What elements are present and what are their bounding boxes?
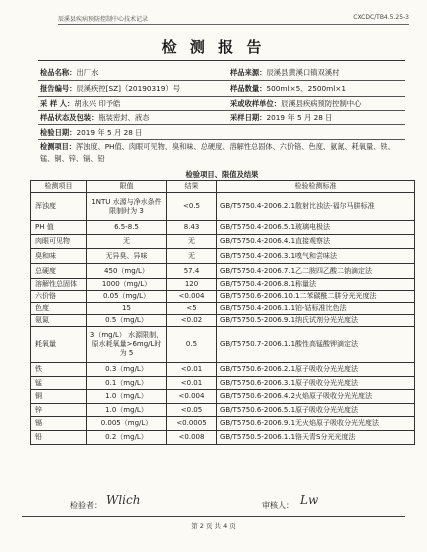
cell-result: 8.43	[167, 221, 217, 235]
table-row	[31, 264, 415, 279]
cell-limit: 0.05（mg/L）	[87, 291, 167, 303]
table-row	[31, 291, 415, 303]
sample-source-value: 辰溪县黄溪口镇双溪村	[266, 68, 340, 77]
info-divider	[38, 96, 405, 97]
header-standard: 检验检测标准	[217, 181, 415, 193]
sample-source-field	[230, 68, 339, 78]
test-date-label: 检验日期：	[40, 128, 77, 137]
cell-limit: 6.5-8.5	[87, 221, 167, 235]
table-row	[31, 279, 415, 291]
table-row	[31, 404, 415, 417]
cell-result: 0.5	[167, 327, 217, 363]
header-limit: 限值	[87, 181, 167, 193]
table-row	[31, 249, 415, 264]
cell-result: <0.5	[167, 193, 217, 221]
table-row	[31, 221, 415, 235]
sampler-value: 胡永兴 印予皓	[74, 99, 121, 108]
footer-divider	[22, 516, 405, 517]
header-code: CXCDC/TB4.5.25-3	[353, 14, 409, 21]
sample-qty-label: 样品数量：	[230, 84, 267, 93]
cell-limit: 无异臭、异味	[87, 249, 167, 264]
cell-result: <0.02	[167, 315, 217, 327]
cell-standard: GB/T5750.6-2006.5.1原子吸收分光光度法	[217, 404, 415, 417]
table-row	[31, 417, 415, 431]
cell-result: 120	[167, 279, 217, 291]
cell-limit: 1.0（mg/L）	[87, 404, 167, 417]
cell-item: PH 值	[31, 221, 87, 235]
cell-item: 铜	[31, 390, 87, 404]
collect-unit-label: 采或收样单位：	[230, 99, 282, 108]
table-row	[31, 431, 415, 445]
cell-standard: GB/T5750.6-2006.3.1原子吸收分光光度法	[217, 377, 415, 390]
cell-item: 浑浊度	[31, 193, 87, 221]
page-title: 检 测 报 告	[161, 38, 266, 56]
table-row	[31, 377, 415, 390]
test-items-label: 检测项目：	[40, 142, 76, 151]
document-header	[58, 12, 409, 25]
cell-limit: 无	[87, 235, 167, 249]
cell-standard: GB/T5750.6-2006.2.1原子吸收分光光度法	[217, 363, 415, 377]
cell-limit: 0.2（mg/L）	[87, 431, 167, 445]
cell-limit: 0.3（mg/L）	[87, 363, 167, 377]
table-header-row	[31, 181, 415, 193]
cell-limit: 1000（mg/L）	[87, 279, 167, 291]
cell-result: <0.008	[167, 431, 217, 445]
cell-standard: GB/T5750.4-2006.2.1散射比浊法-福尔马肼标准	[217, 193, 415, 221]
cell-limit: 15	[87, 303, 167, 315]
table-row	[31, 235, 415, 249]
report-no-label: 报告编号：	[40, 84, 77, 93]
cell-result: <0.004	[167, 390, 217, 404]
sample-name-field	[40, 68, 98, 78]
reviewer-label: 审核人：	[262, 501, 294, 510]
test-date-value: 2019 年 5 月 28 日	[76, 128, 143, 137]
cell-standard: GB/T5750.6-2006.10.1二苯碳酰二肼分光光度法	[217, 291, 415, 303]
inspector-label: 检验者：	[70, 501, 102, 510]
table-row	[31, 363, 415, 377]
cell-item: 溶解性总固体	[31, 279, 87, 291]
cell-limit: 1NTU 水源与净水条件限制时为 3	[87, 193, 167, 221]
cell-limit: 1.0（mg/L）	[87, 390, 167, 404]
cell-standard: GB/T5750.6-2006.9.1无火焰原子吸收分光光度法	[217, 417, 415, 431]
state-label: 样品状态及包装：	[40, 113, 99, 122]
info-divider	[38, 110, 405, 111]
table-caption: 检验项目、限值及结果	[185, 170, 259, 179]
cell-standard: GB/T5750.7-2006.1.1酸性高锰酸钾滴定法	[217, 327, 415, 363]
cell-limit: 0.005（mg/L）	[87, 417, 167, 431]
sampler-label: 采 样 人：	[40, 99, 75, 108]
cell-limit: 0.5（mg/L）	[87, 315, 167, 327]
sample-date-field	[230, 113, 332, 123]
sample-source-label: 样品来源：	[230, 68, 267, 77]
cell-result: <0.01	[167, 377, 217, 390]
table-row	[31, 193, 415, 221]
cell-standard: GB/T5750.4-2006.1.1铂-钴标准比色法	[217, 303, 415, 315]
info-divider	[38, 124, 405, 125]
info-divider	[38, 80, 405, 81]
cell-item: 六价铬	[31, 291, 87, 303]
table-row	[31, 315, 415, 327]
test-items-field	[40, 141, 400, 165]
cell-result: <5	[167, 303, 217, 315]
table-row	[31, 327, 415, 363]
results-table	[30, 180, 415, 445]
cell-item: 铁	[31, 363, 87, 377]
table-row	[31, 390, 415, 404]
cell-result: <0.004	[167, 291, 217, 303]
cell-result: 无	[167, 249, 217, 264]
results-table-section	[30, 170, 414, 445]
cell-item: 锌	[31, 404, 87, 417]
sample-date-value: 2019 年 5 月 28 日	[266, 113, 333, 122]
cell-standard: GB/T5750.4-2006.5.1玻璃电极法	[217, 221, 415, 235]
cell-standard: GB/T5750.4-2006.7.1乙二胺四乙酸二钠滴定法	[217, 264, 415, 279]
sample-name-label: 检品名称：	[40, 68, 77, 77]
state-value: 瓶装密封、液态	[98, 113, 150, 122]
sampler-field	[40, 99, 120, 109]
cell-item: 色度	[31, 303, 87, 315]
report-no-field	[40, 84, 180, 94]
cell-item: 氨氮	[31, 315, 87, 327]
cell-result: <0.0005	[167, 417, 217, 431]
cell-limit: 0.1（mg/L）	[87, 377, 167, 390]
collect-unit-field	[230, 99, 361, 109]
sample-qty-value: 500ml×5、2500ml×1	[266, 84, 347, 93]
cell-limit: 3（mg/L） 水源限制，原水耗氧量>6mg/L时为 5	[87, 327, 167, 363]
collect-unit-value: 辰溪县疾病预防控制中心	[281, 99, 362, 108]
cell-standard: GB/T5750.5-2006.1.1铬天青S分光光度法	[217, 431, 415, 445]
cell-standard: GB/T5750.4-2006.8.1称量法	[217, 279, 415, 291]
cell-item: 总硬度	[31, 264, 87, 279]
cell-item: 锰	[31, 377, 87, 390]
cell-standard: GB/T5750.4-2006.4.1直接观察法	[217, 235, 415, 249]
sample-date-label: 采样日期：	[230, 113, 267, 122]
cell-item: 铅	[31, 431, 87, 445]
table-row	[31, 303, 415, 315]
cell-result: <0.01	[167, 363, 217, 377]
cell-result: 无	[167, 235, 217, 249]
cell-result: 57.4	[167, 264, 217, 279]
sample-qty-field	[230, 84, 346, 94]
header-item: 检测项目	[31, 181, 87, 193]
cell-item: 肉眼可见物	[31, 235, 87, 249]
header-result: 结果	[167, 181, 217, 193]
reviewer-signature: Lw	[300, 493, 319, 507]
cell-item: 耗氧量	[31, 327, 87, 363]
cell-limit: 450（mg/L）	[87, 264, 167, 279]
cell-standard: GB/T5750.6-2006.4.2火焰原子吸收分光光度法	[217, 390, 415, 404]
test-date-field	[40, 128, 142, 138]
header-org: 辰溪县疾病预防控制中心技术记录	[58, 16, 149, 23]
inspector-signature: Wlich	[106, 493, 141, 507]
cell-standard: GB/T5750.5-2006.9.1纳氏试剂分光光度法	[217, 315, 415, 327]
test-items-value: 浑浊度、PH值、肉眼可见物、臭和味、总硬度、溶解性总固体、六价铬、色度、氨氮、耗氧量、铁、锰、铜、锌、镉、铅	[40, 142, 395, 163]
table-body	[31, 193, 415, 445]
cell-result: <0.05	[167, 404, 217, 417]
cell-standard: GB/T5750.4-2006.3.1嗅气和尝味法	[217, 249, 415, 264]
cell-item: 臭和味	[31, 249, 87, 264]
info-divider	[38, 139, 405, 140]
state-field	[40, 113, 149, 123]
report-no-value: 辰溪疾控[SZ]（20190319）号	[76, 84, 181, 93]
title-divider	[38, 60, 405, 61]
cell-item: 镉	[31, 417, 87, 431]
sample-name-value: 出厂水	[76, 68, 99, 77]
page-number: 第 2 页 共 4 页	[191, 522, 236, 530]
